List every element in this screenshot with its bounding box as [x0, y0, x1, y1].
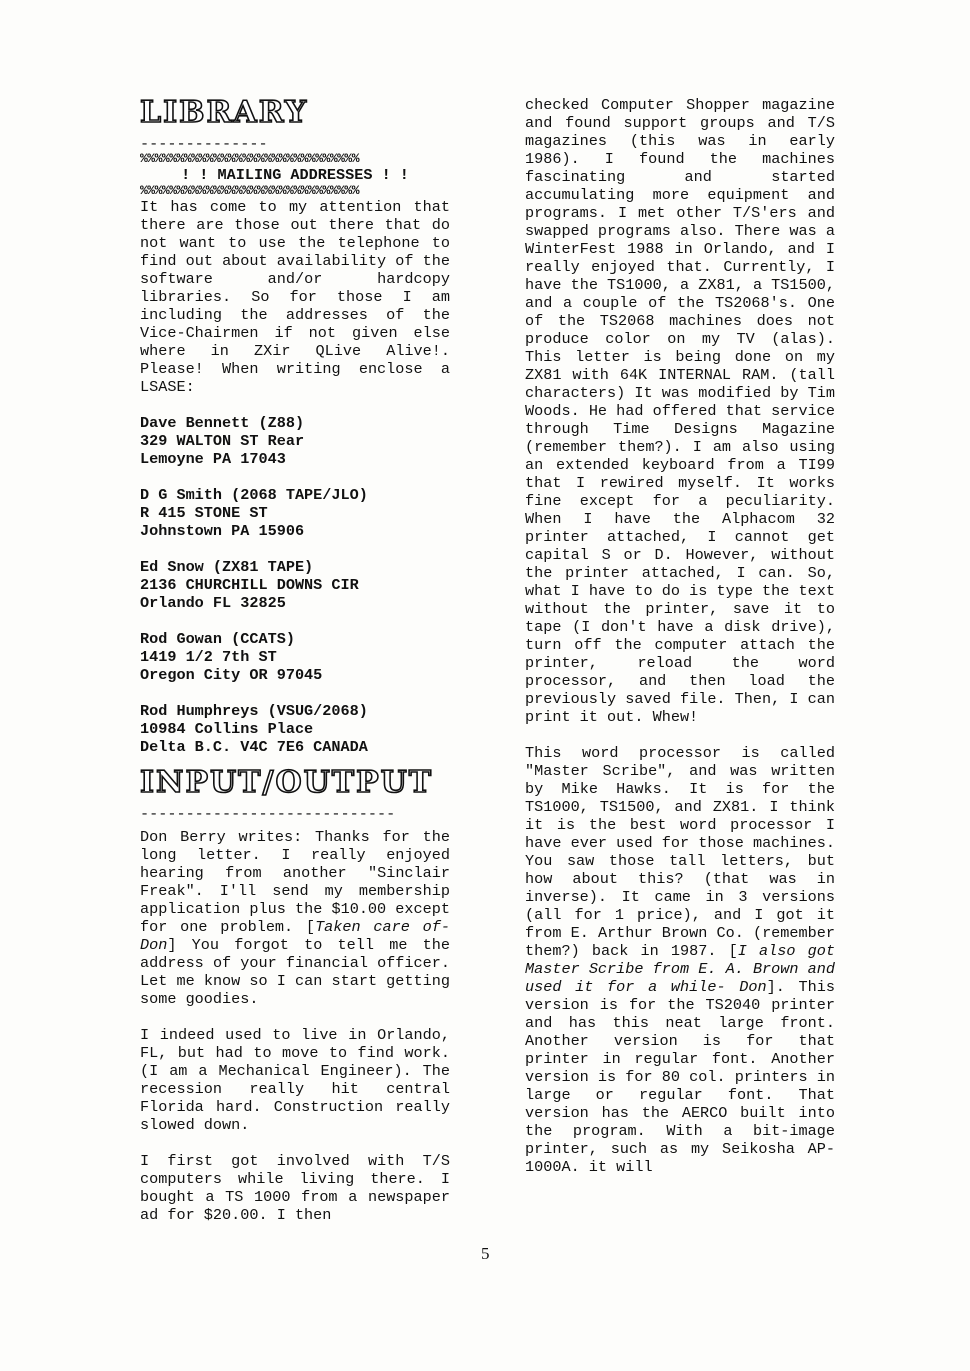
address-line: Orlando FL 32825	[140, 594, 286, 612]
address-line: Delta B.C. V4C 7E6 CANADA	[140, 738, 368, 756]
left-column	[140, 96, 450, 1242]
address-line: 329 WALTON ST Rear	[140, 432, 305, 450]
letter-paragraph	[525, 744, 835, 1176]
percent-rule-top: %%%%%%%%%%%%%%%%%%%%%%%%%%%%%%	[140, 152, 360, 166]
address-block	[140, 702, 450, 756]
text-run: ]. This version is for the TS2040 printer and has this neat large front. Another version is for that printer in regular font. Another version is for 80 col. printers in large or regular font. That version has the AERCO built into the program. With a bit-image printer, such as my Seikosha AP-1000A. it will	[525, 978, 835, 1176]
library-rule: --------------	[140, 136, 268, 152]
address-block	[140, 414, 450, 468]
address-line: 1419 1/2 7th ST	[140, 648, 277, 666]
letter-paragraph: checked Computer Shopper magazine and found support groups and T/S magazines (this was in early 1986). I found the machines fascinating and started accumulating more equipment and programs. I met other T/S'ers and swapped programs also. There was a WinterFest 1988 in Orlando, and I really enjoyed that. Currently, I have the TS1000, a ZX81, a TS1500, and a couple of the TS2068's. One of the TS2068 machines does not produce color on my TV (alas). This letter is being done on my ZX81 with 64K INTERNAL RAM. (tall characters) It was modified by Tim Woods. He had offered that service through Time Designs Magazine (remember them?). I am also using an extended keyboard from a TI99 that I rewired myself. It works fine except for a peculiarity. When I have the Alphacom 32 printer attached, I cannot get capital S or D. However, without the printer attached, I can. So, what I have to do is type the text without the printer, save it to tape (I don't have a disk drive), turn off the computer attach the printer, reload the word processor, and then load the previously saved file. Then, I can print it out. Whew!	[525, 96, 835, 726]
library-intro: It has come to my attention that there are those out there that do not want to use the telephone to find out about availability of the software and/or hardcopy libraries. So for those I am including the addresses of the Vice-Chairmen if not given else where in ZXir QLive Alive!. Please! When writing enclose a LSASE:	[140, 198, 450, 396]
address-line: Dave Bennett (Z88)	[140, 414, 305, 432]
text-run: This word processor is called "Master Scribe", and was written by Mike Hawks. It is for the TS1000, TS1500, and ZX81. I think it is the best word processor I have ever used for those machines. You saw those tall letters, but how about this? (that was in inverse). It came in 3 versions (all for 1 price), and I got it from E. Arthur Brown Co. (remember them?) back in 1987. [	[525, 744, 835, 960]
address-block	[140, 630, 450, 684]
input-output-rule: ----------------------------	[140, 806, 396, 822]
address-line: Rod Gowan (CCATS)	[140, 630, 295, 648]
input-output-heading: INPUT/OUTPUT	[140, 765, 434, 800]
address-line: Ed Snow (ZX81 TAPE)	[140, 558, 314, 576]
address-line: Johnstown PA 15906	[140, 522, 305, 540]
address-line: Rod Humphreys (VSUG/2068)	[140, 702, 368, 720]
page-number: 5	[481, 1244, 490, 1263]
library-heading: LIBRARY	[140, 95, 309, 130]
address-line: 10984 Collins Place	[140, 720, 314, 738]
percent-rule-bottom: %%%%%%%%%%%%%%%%%%%%%%%%%%%%%%	[140, 184, 360, 198]
address-line: Lemoyne PA 17043	[140, 450, 286, 468]
address-block	[140, 558, 450, 612]
editor-note: Taken care of- Don	[140, 918, 450, 954]
right-column	[525, 96, 835, 1194]
address-block	[140, 486, 450, 540]
address-line: Oregon City OR 97045	[140, 666, 323, 684]
editor-note: I also got Master Scribe from E. A. Brown and used it for a while- Don	[525, 942, 836, 996]
mailing-addresses-heading: ! ! MAILING ADDRESSES ! !	[181, 166, 409, 184]
letter-paragraph: I first got involved with T/S computers while living there. I bought a TS 1000 from a newspaper ad for $20.00. I then	[140, 1152, 450, 1224]
letter-paragraph: I indeed used to live in Orlando, FL, but had to move to find work. (I am a Mechanical Engineer). The recession really hit central Florida hard. Construction really slowed down.	[140, 1026, 450, 1134]
address-line: D G Smith (2068 TAPE/JLO)	[140, 486, 368, 504]
address-line: 2136 CHURCHILL DOWNS CIR	[140, 576, 359, 594]
text-run: Don Berry writes: Thanks for the long letter. I really enjoyed hearing from another "Sinclair Freak". I'll send my membership application plus the $10.00 except for one problem. [	[140, 828, 450, 936]
address-line: R 415 STONE ST	[140, 504, 268, 522]
text-run: ] You forgot to tell me the address of your financial officer. Let me know so I can start getting some goodies.	[140, 936, 450, 1008]
letter-paragraph	[140, 828, 450, 1008]
